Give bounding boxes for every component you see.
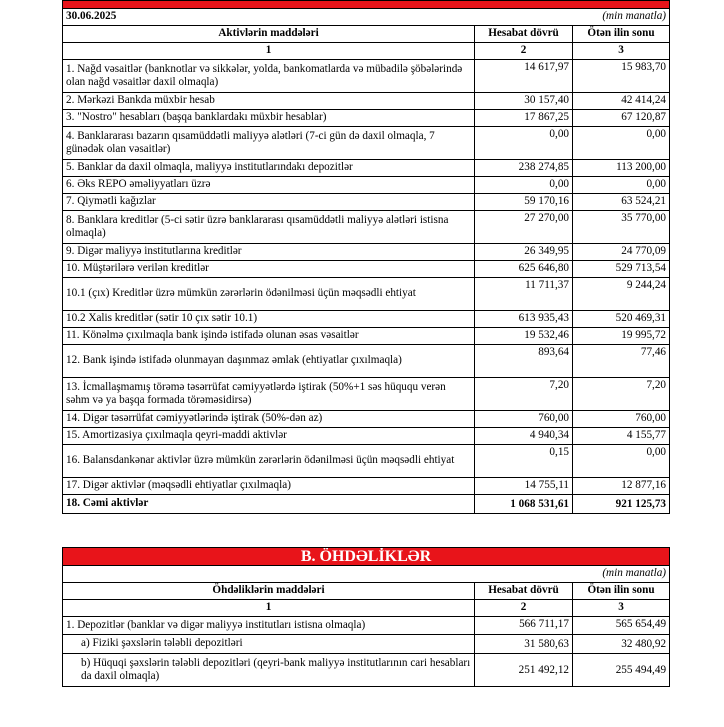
table-row bbox=[63, 110, 670, 127]
row-label: a) Fiziki şəxslərin tələbli depozitləri bbox=[63, 635, 475, 654]
table-row bbox=[63, 328, 670, 345]
row-label: 9. Digər maliyyə institutlarına kreditlər bbox=[63, 244, 475, 261]
row-previous: 7,20 bbox=[573, 378, 670, 411]
row-previous: 9 244,24 bbox=[573, 278, 670, 311]
liabilities-table bbox=[62, 547, 670, 687]
table-row bbox=[63, 93, 670, 110]
row-label: 10. Müştərilərə verilən kreditlər bbox=[63, 261, 475, 278]
row-previous: 67 120,87 bbox=[573, 110, 670, 127]
row-label: 5. Banklar da daxil olmaqla, maliyyə institutlarındakı depozitlər bbox=[63, 160, 475, 177]
row-current: 0,15 bbox=[475, 445, 573, 478]
row-label: 3. "Nostro" hesabları (başqa banklardakı müxbir hesablar) bbox=[63, 110, 475, 127]
row-previous: 24 770,09 bbox=[573, 244, 670, 261]
row-label: 10.2 Xalis kreditlər (sətir 10 çıx sətir 10.1) bbox=[63, 311, 475, 328]
table-row bbox=[63, 278, 670, 311]
assets-header-items: Aktivlərin maddələri bbox=[63, 26, 475, 43]
assets-header-previous: Ötən ilin sonu bbox=[573, 26, 670, 43]
row-previous: 760,00 bbox=[573, 411, 670, 428]
assets-colnum-3: 3 bbox=[573, 43, 670, 60]
row-previous: 565 654,49 bbox=[573, 617, 670, 635]
report-date: 30.06.2025 bbox=[63, 9, 573, 26]
liabilities-header-items: Öhdəliklərin maddələri bbox=[63, 583, 475, 600]
assets-colnum-2: 2 bbox=[475, 43, 573, 60]
row-current: 11 711,37 bbox=[475, 278, 573, 311]
row-label: 15. Amortizasiya çıxılmaqla qeyri-maddi aktivlər bbox=[63, 428, 475, 445]
row-current: 17 867,25 bbox=[475, 110, 573, 127]
row-previous: 0,00 bbox=[573, 445, 670, 478]
liabilities-header-previous: Ötən ilin sonu bbox=[573, 583, 670, 600]
row-previous: 529 713,54 bbox=[573, 261, 670, 278]
row-label: 12. Bank işində istifadə olunmayan daşınmaz əmlak (ehtiyatlar çıxılmaqla) bbox=[63, 345, 475, 378]
row-previous: 0,00 bbox=[573, 127, 670, 160]
row-current: 4 940,34 bbox=[475, 428, 573, 445]
assets-header-current: Hesabat dövrü bbox=[475, 26, 573, 43]
table-row bbox=[63, 378, 670, 411]
row-current: 0,00 bbox=[475, 127, 573, 160]
row-current: 59 170,16 bbox=[475, 194, 573, 211]
table-row bbox=[63, 194, 670, 211]
total-current: 1 068 531,61 bbox=[475, 495, 573, 514]
row-label: 13. İcmallaşmamış törəmə təsərrüfat cəmiyyətlərdə iştirak (50%+1 səs hüququ verən səhm və ya başqa formada törəməsidirsə) bbox=[63, 378, 475, 411]
row-current: 238 274,85 bbox=[475, 160, 573, 177]
row-current: 251 492,12 bbox=[475, 654, 573, 687]
table-row bbox=[63, 478, 670, 495]
row-previous: 255 494,49 bbox=[573, 654, 670, 687]
row-label: 10.1 (çıx) Kreditlər üzrə mümkün zərərlərin ödənilməsi üçün məqsədli ehtiyat bbox=[63, 278, 475, 311]
row-current: 31 580,63 bbox=[475, 635, 573, 654]
table-row bbox=[63, 617, 670, 635]
row-previous: 4 155,77 bbox=[573, 428, 670, 445]
row-previous: 0,00 bbox=[573, 177, 670, 194]
row-label: 8. Banklara kreditlər (5-ci sətir üzrə banklararası qısamüddətli maliyyə alətləri istisna olmaqla) bbox=[63, 211, 475, 244]
row-label: 1. Depozitlər (banklar və digər maliyyə institutları istisna olmaqla) bbox=[63, 617, 475, 635]
total-previous: 921 125,73 bbox=[573, 495, 670, 514]
table-row bbox=[63, 445, 670, 478]
total-label: 18. Cəmi aktivlər bbox=[63, 495, 475, 514]
row-current: 14 755,11 bbox=[475, 478, 573, 495]
row-label: 7. Qiymətli kağızlar bbox=[63, 194, 475, 211]
table-row bbox=[63, 635, 670, 654]
row-previous: 520 469,31 bbox=[573, 311, 670, 328]
row-label: 17. Digər aktivlər (məqsədli ehtiyatlar çıxılmaqla) bbox=[63, 478, 475, 495]
section-b-title: B. ÖHDƏLİKLƏR bbox=[63, 548, 670, 566]
unit-label-b: (min manatla) bbox=[63, 566, 670, 583]
table-row bbox=[63, 60, 670, 93]
table-row bbox=[63, 127, 670, 160]
row-label: 1. Nağd vəsaitlər (banknotlar və sikkələr, yolda, bankomatlarda və mübadilə şöbələrində olan nağd vəsaitlər daxil olmaqla) bbox=[63, 60, 475, 93]
row-previous: 19 995,72 bbox=[573, 328, 670, 345]
row-current: 7,20 bbox=[475, 378, 573, 411]
row-previous: 63 524,21 bbox=[573, 194, 670, 211]
report-page bbox=[62, 0, 669, 687]
assets-table bbox=[62, 0, 670, 514]
row-label: 6. Əks REPO əməliyyatları üzrə bbox=[63, 177, 475, 194]
assets-colnum-1: 1 bbox=[63, 43, 475, 60]
table-row bbox=[63, 211, 670, 244]
row-label: 2. Mərkəzi Bankda müxbir hesab bbox=[63, 93, 475, 110]
row-label: b) Hüquqi şəxslərin tələbli depozitləri (qeyri-bank maliyyə institutlarının cari hesabları da daxil olmaqla) bbox=[63, 654, 475, 687]
table-row bbox=[63, 311, 670, 328]
row-current: 14 617,97 bbox=[475, 60, 573, 93]
liabilities-colnum-2: 2 bbox=[475, 600, 573, 617]
unit-label: (min manatla) bbox=[573, 9, 670, 26]
table-row bbox=[63, 428, 670, 445]
table-row bbox=[63, 654, 670, 687]
table-row bbox=[63, 177, 670, 194]
row-current: 566 711,17 bbox=[475, 617, 573, 635]
table-row bbox=[63, 244, 670, 261]
row-label: 4. Banklararası bazarın qısamüddətli maliyyə alətləri (7-ci gün də daxil olmaqla, 7 günədək olan vəsaitlər) bbox=[63, 127, 475, 160]
row-previous: 35 770,00 bbox=[573, 211, 670, 244]
row-current: 0,00 bbox=[475, 177, 573, 194]
section-a-title-bar bbox=[63, 1, 670, 9]
row-current: 625 646,80 bbox=[475, 261, 573, 278]
row-current: 27 270,00 bbox=[475, 211, 573, 244]
row-current: 760,00 bbox=[475, 411, 573, 428]
table-row bbox=[63, 345, 670, 378]
table-row bbox=[63, 160, 670, 177]
row-previous: 77,46 bbox=[573, 345, 670, 378]
liabilities-header-current: Hesabat dövrü bbox=[475, 583, 573, 600]
row-current: 613 935,43 bbox=[475, 311, 573, 328]
row-previous: 12 877,16 bbox=[573, 478, 670, 495]
row-previous: 15 983,70 bbox=[573, 60, 670, 93]
row-previous: 32 480,92 bbox=[573, 635, 670, 654]
row-label: 14. Digər təsərrüfat cəmiyyətlərində iştirak (50%-dən az) bbox=[63, 411, 475, 428]
total-row bbox=[63, 495, 670, 514]
row-current: 19 532,46 bbox=[475, 328, 573, 345]
row-previous: 113 200,00 bbox=[573, 160, 670, 177]
liabilities-colnum-1: 1 bbox=[63, 600, 475, 617]
row-label: 11. Könəlmə çıxılmaqla bank işində istifadə olunan əsas vəsaitlər bbox=[63, 328, 475, 345]
table-row bbox=[63, 261, 670, 278]
row-current: 26 349,95 bbox=[475, 244, 573, 261]
table-row bbox=[63, 411, 670, 428]
row-current: 30 157,40 bbox=[475, 93, 573, 110]
row-previous: 42 414,24 bbox=[573, 93, 670, 110]
row-label: 16. Balansdankənar aktivlər üzrə mümkün zərərlərin ödənilməsi üçün məqsədli ehtiyat bbox=[63, 445, 475, 478]
liabilities-colnum-3: 3 bbox=[573, 600, 670, 617]
row-current: 893,64 bbox=[475, 345, 573, 378]
